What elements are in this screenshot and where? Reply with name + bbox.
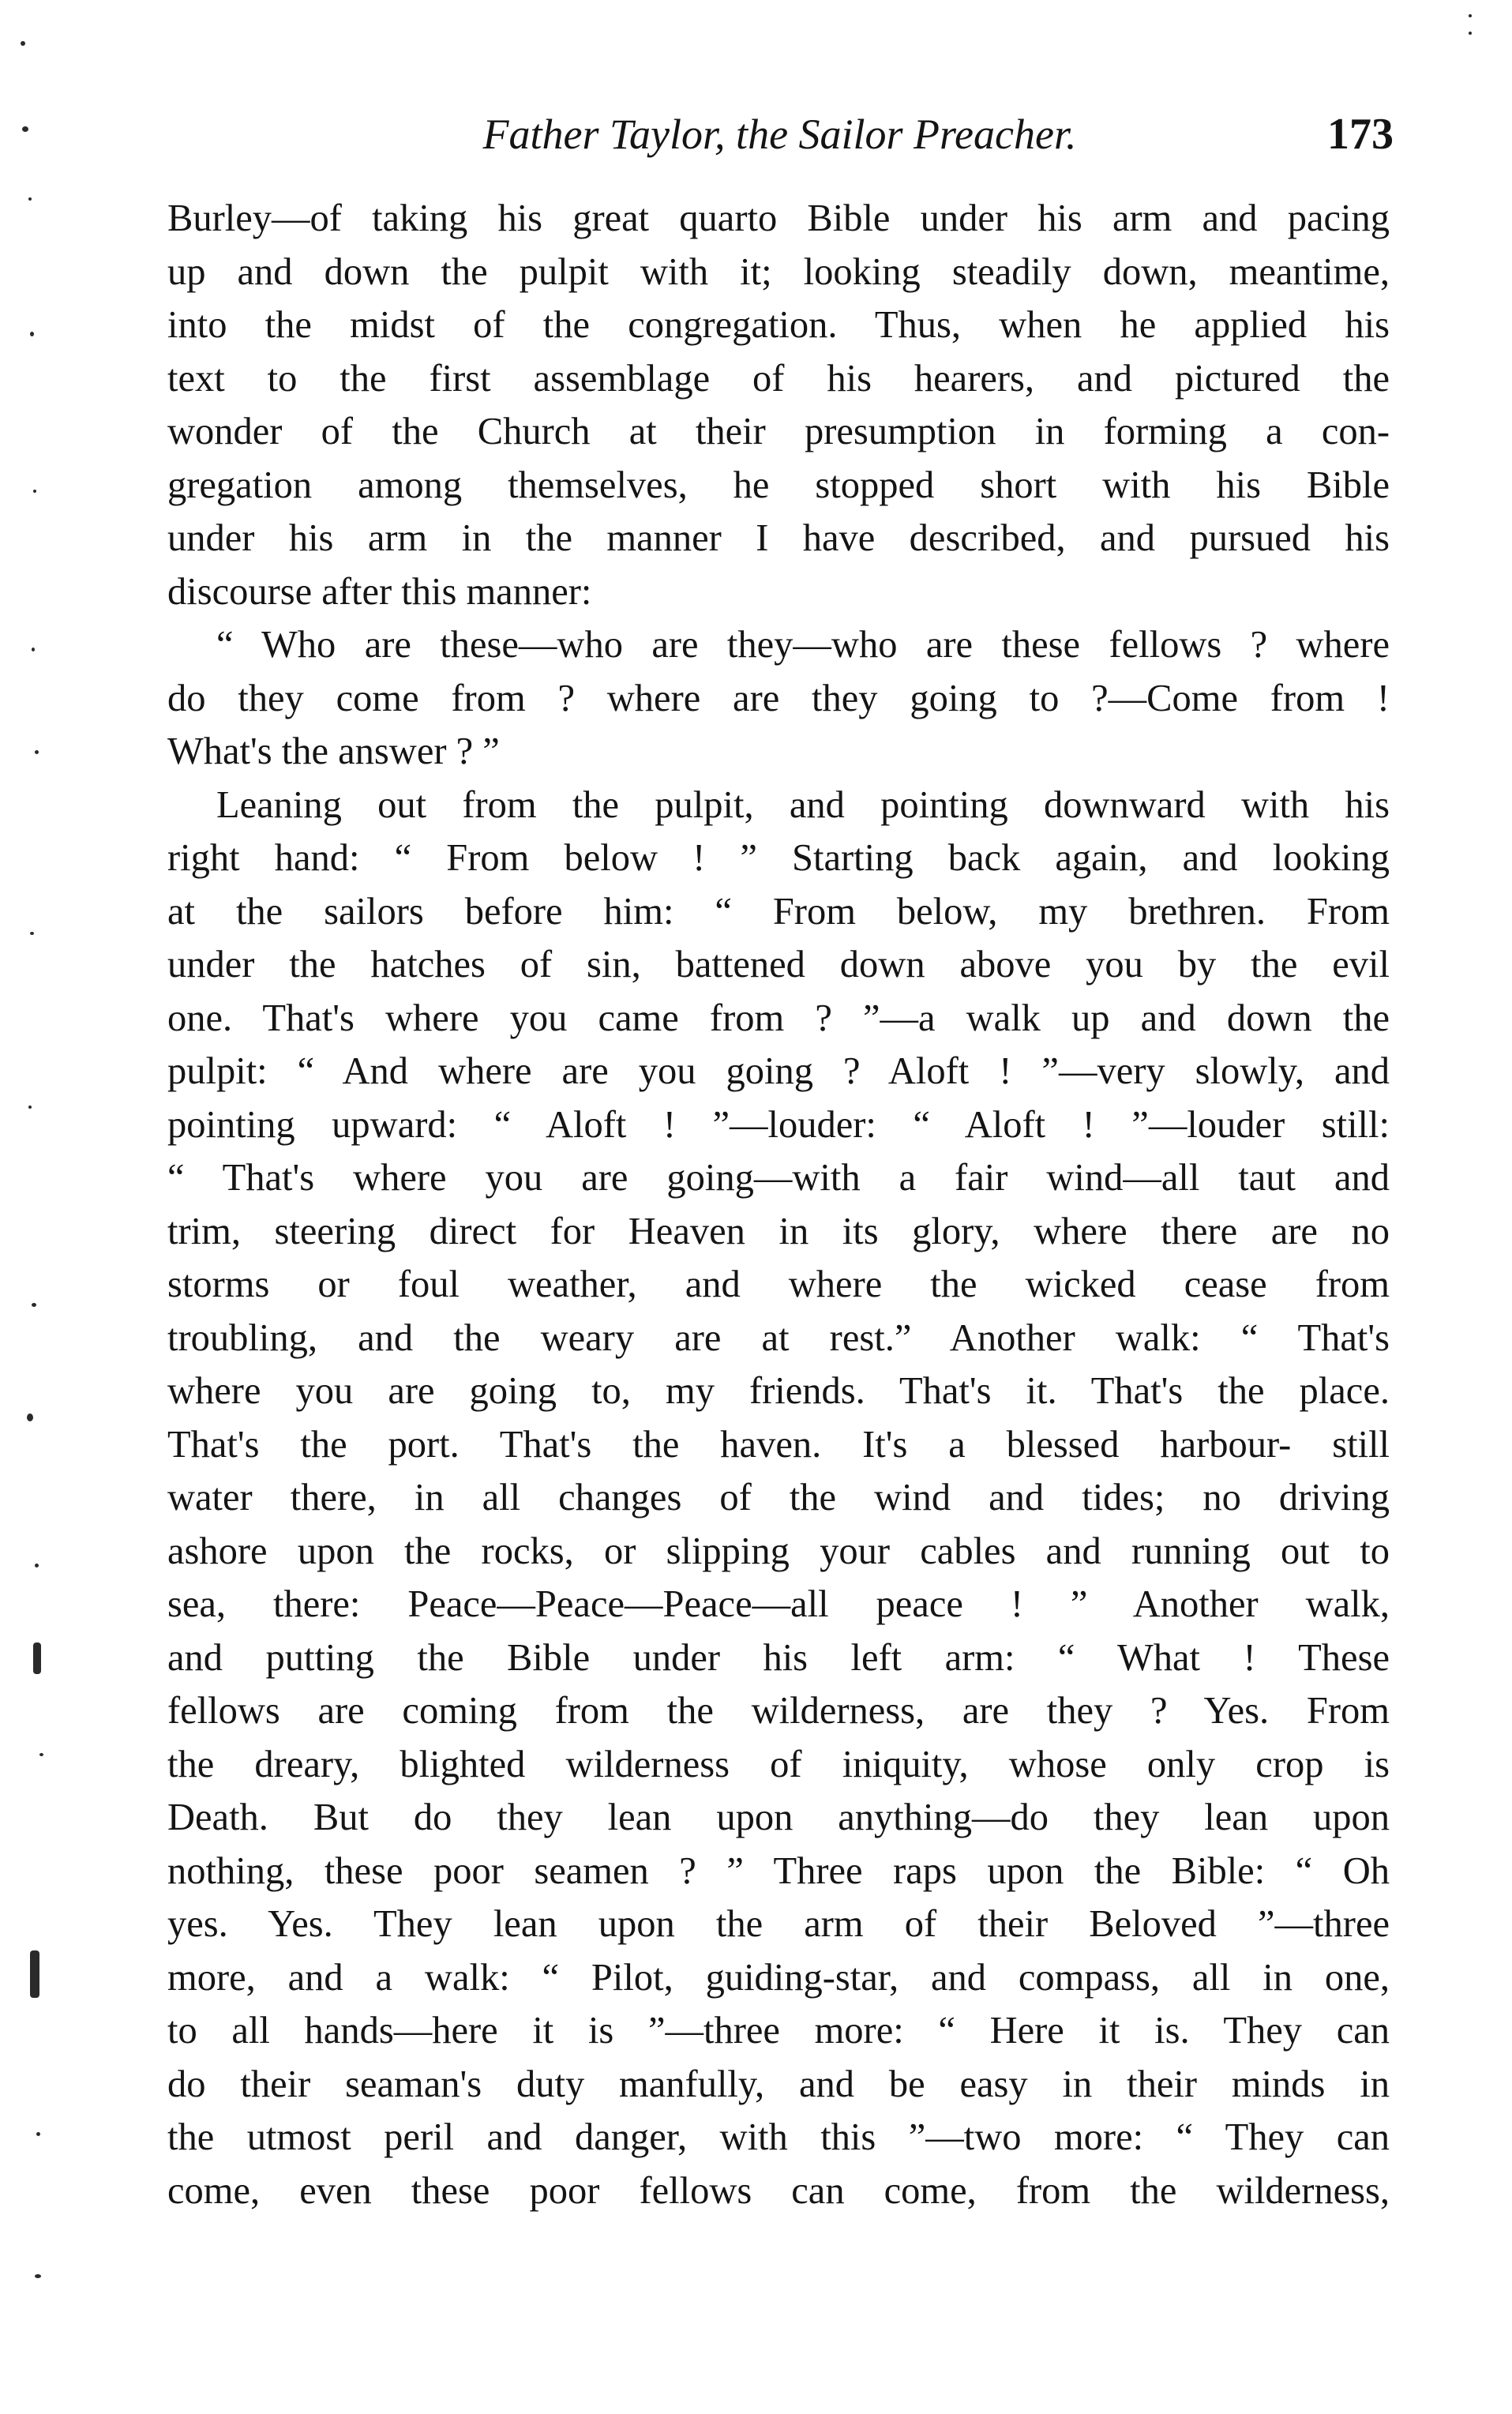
text-line: fellows are coming from the wilderness, are they ? Yes. From [167,1690,1390,1732]
speck [1469,32,1472,35]
text-line: come, even these poor fellows can come, from the wilderness, [167,2169,1390,2212]
text-line: Death. But do they lean upon anything—do they lean upon [167,1796,1390,1838]
text-line: to all hands—here it is ”—three more: “ Here it is. They can [167,2010,1390,2052]
text-line: the dreary, blighted wilderness of iniquity, whose only crop is [167,1743,1390,1785]
text-line: one. That's where you came from ? ”—a walk up and down the [167,997,1390,1039]
text-line: yes. Yes. They lean upon the arm of their Beloved ”—three [167,1903,1390,1945]
text-line: gregation among themselves, he stopped short with his Bible [167,464,1390,506]
text-line: up and down the pulpit with it; looking steadily down, meantime, [167,250,1390,293]
text-line: more, and a walk: “ Pilot, guiding-star, and compass, all in one, [167,1956,1390,1999]
speck [1469,14,1472,17]
body-text [167,192,1390,2217]
text-line: troubling, and the weary are at rest.” Another walk: “ That's [167,1316,1390,1359]
speck [28,197,32,201]
speck [33,490,36,493]
text-line: That's the port. That's the haven. It's a blessed harbour- still [167,1423,1390,1466]
text-line: water there, in all changes of the wind and tides; no driving [167,1477,1390,1519]
running-title: Father Taylor, the Sailor Preacher. [482,111,1077,158]
speck [32,1303,36,1307]
page-number: 173 [1327,110,1394,159]
text-line: at the sailors before him: “ From below, my brethren. From [167,890,1390,933]
text-line: ashore upon the rocks, or slipping your cables and running out to [167,1530,1390,1572]
speck [32,648,35,651]
text-line: “ Who are these—who are they—who are these fellows ? where [216,624,1390,666]
speck [35,2274,41,2278]
text-line: trim, steering direct for Heaven in its glory, where there are no [167,1210,1390,1252]
text-line: text to the first assemblage of his hearers, and pictured the [167,357,1390,400]
speck [33,1642,41,1674]
text-line: “ That's where you are going—with a fair wind—all taut and [167,1157,1390,1199]
text-line: storms or foul weather, and where the wicked cease from [167,1263,1390,1305]
text-line: where you are going to, my friends. That's it. That's the place. [167,1370,1390,1412]
speck [39,1753,43,1756]
speck [27,1413,33,1421]
text-line: Leaning out from the pulpit, and pointing downward with his [216,783,1390,826]
speck [28,1106,32,1109]
text-line: wonder of the Church at their presumption in forming a con- [167,411,1390,452]
text-line: pulpit: “ And where are you going ? Aloft ! ”—very slowly, and [167,1050,1390,1092]
text-line: under his arm in the manner I have described, and pursued his [167,517,1390,559]
text-line: do their seaman's duty manfully, and be easy in their minds in [167,2063,1390,2105]
text-line: Burley—of taking his great quarto Bible under his arm and pacing [167,197,1390,239]
speck [30,932,34,935]
speck [22,126,28,132]
text-line: sea, there: Peace—Peace—Peace—all peace ! ” Another walk, [167,1583,1390,1625]
text-line: under the hatches of sin, battened down above you by the evil [167,944,1390,985]
text-line: nothing, these poor seamen ? ” Three raps upon the Bible: “ Oh [167,1849,1390,1892]
speck [35,750,39,754]
text-line: What's the answer ? ” [167,730,500,772]
text-line: the utmost peril and danger, with this ”—two more: “ They can [167,2116,1390,2158]
speck [30,1950,39,1998]
text-line: right hand: “ From below ! ” Starting back again, and looking [167,837,1390,879]
running-head [166,103,1394,166]
text-line: pointing upward: “ Aloft ! ”—louder: “ Aloft ! ”—louder still: [167,1103,1390,1146]
text-line: discourse after this manner: [167,570,592,613]
gutter-specks [0,0,71,2414]
speck [36,2132,40,2136]
speck [35,1564,39,1567]
text-line: do they come from ? where are they going to ?—Come from ! [167,677,1390,719]
text-line: and putting the Bible under his left arm: “ What ! These [167,1636,1390,1679]
speck [21,41,25,46]
speck [30,332,34,336]
text-line: into the midst of the congregation. Thus, when he applied his [167,304,1390,346]
